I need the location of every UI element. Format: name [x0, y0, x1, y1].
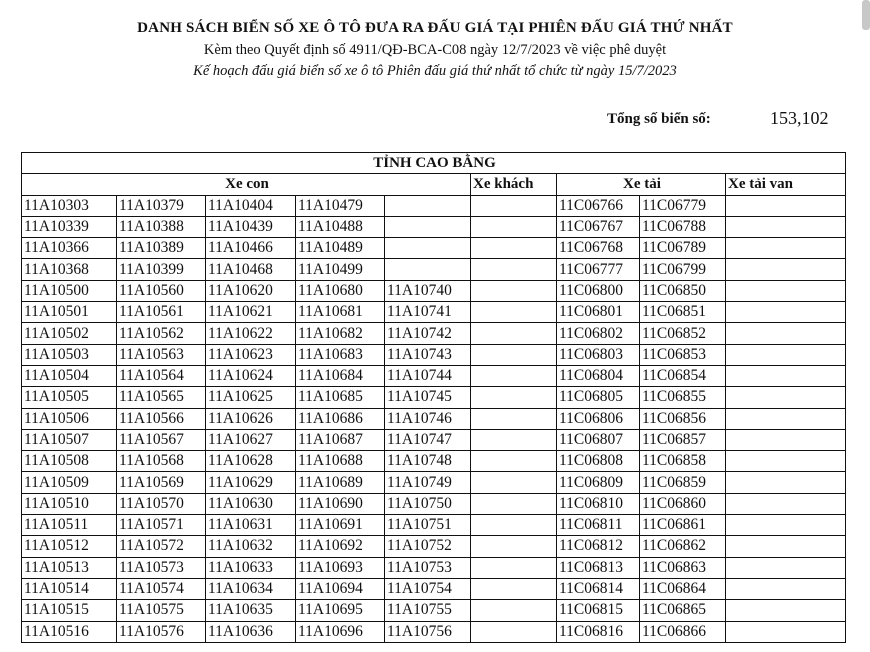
table-cell: 11A10508 [22, 451, 117, 472]
table-cell: 11A10513 [22, 557, 117, 578]
table-cell: 11C06806 [557, 408, 640, 429]
table-cell: 11A10339 [22, 216, 117, 237]
table-cell: 11C06851 [640, 302, 726, 323]
table-cell: 11A10570 [117, 493, 206, 514]
table-cell: 11A10466 [206, 238, 296, 259]
table-cell: 11C06805 [557, 387, 640, 408]
table-cell [726, 621, 846, 642]
table-row [22, 216, 846, 237]
table-cell: 11A10691 [296, 515, 385, 536]
table-cell: 11A10742 [385, 323, 471, 344]
table-row [22, 621, 846, 642]
table-cell: 11C06799 [640, 259, 726, 280]
table-cell: 11C06768 [557, 238, 640, 259]
table-cell: 11C06856 [640, 408, 726, 429]
table-cell: 11A10753 [385, 557, 471, 578]
table-cell: 11A10683 [296, 344, 385, 365]
table-cell [471, 195, 557, 216]
table-row [22, 323, 846, 344]
table-cell: 11C06779 [640, 195, 726, 216]
table-row [22, 578, 846, 599]
table-cell: 11A10573 [117, 557, 206, 578]
plate-table [21, 152, 846, 643]
table-cell: 11A10500 [22, 280, 117, 301]
table-cell: 11A10636 [206, 621, 296, 642]
table-cell: 11A10565 [117, 387, 206, 408]
table-cell: 11A10510 [22, 493, 117, 514]
table-row [22, 557, 846, 578]
table-cell: 11A10751 [385, 515, 471, 536]
table-cell: 11A10747 [385, 429, 471, 450]
table-cell [471, 578, 557, 599]
table-cell [726, 408, 846, 429]
table-cell: 11A10506 [22, 408, 117, 429]
table-cell: 11A10687 [296, 429, 385, 450]
table-row [22, 536, 846, 557]
col-header-xe-khach: Xe khách [471, 174, 557, 195]
table-cell [726, 323, 846, 344]
table-cell: 11A10488 [296, 216, 385, 237]
table-cell: 11A10746 [385, 408, 471, 429]
table-cell: 11A10516 [22, 621, 117, 642]
table-cell: 11C06809 [557, 472, 640, 493]
table-cell: 11C06813 [557, 557, 640, 578]
table-cell: 11A10379 [117, 195, 206, 216]
table-cell: 11A10632 [206, 536, 296, 557]
table-cell: 11A10748 [385, 451, 471, 472]
table-cell: 11A10744 [385, 365, 471, 386]
table-cell: 11A10511 [22, 515, 117, 536]
table-cell [471, 344, 557, 365]
table-cell: 11A10754 [385, 578, 471, 599]
table-cell: 11C06812 [557, 536, 640, 557]
table-cell: 11A10389 [117, 238, 206, 259]
table-cell: 11A10574 [117, 578, 206, 599]
table-cell: 11A10630 [206, 493, 296, 514]
table-cell: 11A10743 [385, 344, 471, 365]
table-row [22, 302, 846, 323]
table-cell: 11A10560 [117, 280, 206, 301]
table-cell [726, 451, 846, 472]
table-cell [726, 238, 846, 259]
table-row [22, 472, 846, 493]
table-cell [471, 493, 557, 514]
table-cell [471, 238, 557, 259]
table-cell: 11A10690 [296, 493, 385, 514]
col-header-xe-tai: Xe tải [557, 174, 726, 195]
table-cell: 11C06863 [640, 557, 726, 578]
table-cell: 11C06858 [640, 451, 726, 472]
table-cell [471, 557, 557, 578]
table-cell [726, 536, 846, 557]
table-row [22, 344, 846, 365]
table-row [22, 408, 846, 429]
table-cell: 11A10468 [206, 259, 296, 280]
table-cell [385, 238, 471, 259]
table-cell [726, 493, 846, 514]
table-row [22, 259, 846, 280]
table-row [22, 238, 846, 259]
table-cell: 11C06800 [557, 280, 640, 301]
table-cell [726, 216, 846, 237]
table-cell [385, 259, 471, 280]
table-cell: 11A10566 [117, 408, 206, 429]
table-cell: 11A10499 [296, 259, 385, 280]
table-cell: 11A10564 [117, 365, 206, 386]
table-cell: 11A10635 [206, 600, 296, 621]
table-cell: 11A10623 [206, 344, 296, 365]
table-cell: 11A10399 [117, 259, 206, 280]
table-cell: 11C06861 [640, 515, 726, 536]
table-cell: 11A10622 [206, 323, 296, 344]
table-cell: 11A10621 [206, 302, 296, 323]
total-value: 153,102 [770, 108, 829, 128]
table-cell: 11C06864 [640, 578, 726, 599]
table-cell [471, 387, 557, 408]
table-cell: 11A10515 [22, 600, 117, 621]
table-cell: 11A10625 [206, 387, 296, 408]
table-cell [471, 280, 557, 301]
table-cell: 11C06766 [557, 195, 640, 216]
table-cell: 11C06789 [640, 238, 726, 259]
table-cell [726, 280, 846, 301]
table-cell: 11A10627 [206, 429, 296, 450]
table-cell: 11A10745 [385, 387, 471, 408]
table-cell: 11C06866 [640, 621, 726, 642]
table-cell: 11A10684 [296, 365, 385, 386]
table-cell: 11A10694 [296, 578, 385, 599]
table-cell: 11A10567 [117, 429, 206, 450]
table-row [22, 387, 846, 408]
table-cell [726, 578, 846, 599]
table-cell: 11A10509 [22, 472, 117, 493]
table-cell: 11A10680 [296, 280, 385, 301]
table-cell: 11A10575 [117, 600, 206, 621]
table-cell: 11A10388 [117, 216, 206, 237]
table-cell: 11A10479 [296, 195, 385, 216]
table-cell: 11A10514 [22, 578, 117, 599]
table-cell [726, 429, 846, 450]
table-cell [471, 536, 557, 557]
table-cell [726, 472, 846, 493]
table-row [22, 280, 846, 301]
table-cell: 11C06808 [557, 451, 640, 472]
table-cell: 11C06788 [640, 216, 726, 237]
table-row [22, 429, 846, 450]
table-cell: 11C06803 [557, 344, 640, 365]
table-cell: 11C06777 [557, 259, 640, 280]
table-cell [471, 365, 557, 386]
table-cell: 11A10507 [22, 429, 117, 450]
table-cell: 11A10752 [385, 536, 471, 557]
table-cell: 11A10571 [117, 515, 206, 536]
table-cell: 11C06859 [640, 472, 726, 493]
table-cell [726, 387, 846, 408]
table-row [22, 515, 846, 536]
table-cell [385, 195, 471, 216]
table-row [22, 451, 846, 472]
table-cell: 11A10368 [22, 259, 117, 280]
table-cell: 11A10562 [117, 323, 206, 344]
document-title: DANH SÁCH BIỂN SỐ XE Ô TÔ ĐƯA RA ĐẤU GIÁ TẠI PHIÊN ĐẤU GIÁ THỨ NHẤT [137, 20, 733, 36]
table-cell: 11A10750 [385, 493, 471, 514]
table-cell [726, 302, 846, 323]
table-cell [471, 451, 557, 472]
table-cell: 11C06802 [557, 323, 640, 344]
table-cell: 11C06860 [640, 493, 726, 514]
table-cell: 11A10688 [296, 451, 385, 472]
table-cell: 11A10686 [296, 408, 385, 429]
table-cell [726, 344, 846, 365]
table-cell [471, 600, 557, 621]
table-cell [726, 557, 846, 578]
table-cell: 11A10624 [206, 365, 296, 386]
table-cell: 11A10366 [22, 238, 117, 259]
table-cell: 11C06767 [557, 216, 640, 237]
table-cell: 11C06853 [640, 344, 726, 365]
table-cell: 11A10620 [206, 280, 296, 301]
table-cell: 11A10693 [296, 557, 385, 578]
table-cell: 11C06815 [557, 600, 640, 621]
table-cell: 11A10505 [22, 387, 117, 408]
table-cell [726, 259, 846, 280]
total-label: Tổng số biển số: [607, 111, 711, 127]
table-cell: 11A10502 [22, 323, 117, 344]
table-cell: 11A10503 [22, 344, 117, 365]
table-cell: 11C06810 [557, 493, 640, 514]
table-cell [471, 259, 557, 280]
table-cell: 11A10489 [296, 238, 385, 259]
table-cell [471, 323, 557, 344]
table-cell: 11C06857 [640, 429, 726, 450]
table-body [22, 195, 846, 642]
table-cell: 11A10439 [206, 216, 296, 237]
table-cell: 11A10512 [22, 536, 117, 557]
table-cell: 11A10569 [117, 472, 206, 493]
table-cell: 11A10561 [117, 302, 206, 323]
table-cell: 11C06852 [640, 323, 726, 344]
table-cell: 11A10501 [22, 302, 117, 323]
table-cell: 11A10682 [296, 323, 385, 344]
table-row [22, 600, 846, 621]
table-cell [471, 429, 557, 450]
table-row [22, 365, 846, 386]
table-cell [471, 472, 557, 493]
table-cell: 11A10749 [385, 472, 471, 493]
table-cell: 11C06811 [557, 515, 640, 536]
table-cell: 11A10695 [296, 600, 385, 621]
table-cell: 11A10572 [117, 536, 206, 557]
table-cell: 11A10568 [117, 451, 206, 472]
table-cell [385, 216, 471, 237]
table-cell: 11A10626 [206, 408, 296, 429]
table-cell: 11A10576 [117, 621, 206, 642]
table-cell: 11A10563 [117, 344, 206, 365]
table-cell: 11A10755 [385, 600, 471, 621]
table-cell: 11A10504 [22, 365, 117, 386]
table-cell [726, 600, 846, 621]
table-cell: 11A10756 [385, 621, 471, 642]
table-cell: 11C06850 [640, 280, 726, 301]
table-cell [471, 302, 557, 323]
table-cell: 11A10740 [385, 280, 471, 301]
table-cell: 11C06854 [640, 365, 726, 386]
table-cell: 11A10634 [206, 578, 296, 599]
table-cell: 11A10628 [206, 451, 296, 472]
table-cell [471, 216, 557, 237]
table-cell: 11C06865 [640, 600, 726, 621]
table-cell: 11C06855 [640, 387, 726, 408]
table-cell: 11C06816 [557, 621, 640, 642]
table-cell: 11A10692 [296, 536, 385, 557]
table-cell: 11C06801 [557, 302, 640, 323]
decision-reference: Kèm theo Quyết định số 4911/QĐ-BCA-C08 ngày 12/7/2023 về việc phê duyệt [203, 42, 667, 58]
table-cell: 11C06807 [557, 429, 640, 450]
table-cell: 11A10696 [296, 621, 385, 642]
table-cell [726, 515, 846, 536]
table-cell: 11C06862 [640, 536, 726, 557]
table-cell: 11C06804 [557, 365, 640, 386]
table-cell: 11A10681 [296, 302, 385, 323]
plan-description: Kế hoạch đấu giá biển số xe ô tô Phiên đấu giá thứ nhất tổ chức từ ngày 15/7/2023 [193, 63, 677, 79]
col-header-xe-tai-van: Xe tải van [726, 174, 846, 195]
table-cell: 11A10631 [206, 515, 296, 536]
province-header: TỈNH CAO BẰNG [22, 153, 846, 174]
table-cell: 11A10629 [206, 472, 296, 493]
table-cell: 11A10633 [206, 557, 296, 578]
table-cell: 11A10741 [385, 302, 471, 323]
table-cell [726, 195, 846, 216]
table-cell: 11A10689 [296, 472, 385, 493]
table-cell: 11C06814 [557, 578, 640, 599]
table-cell: 11A10303 [22, 195, 117, 216]
col-header-xe-con: Xe con [22, 174, 471, 195]
table-cell: 11A10404 [206, 195, 296, 216]
table-row [22, 195, 846, 216]
table-cell [726, 365, 846, 386]
table-cell: 11A10685 [296, 387, 385, 408]
table-row [22, 493, 846, 514]
table-cell [471, 621, 557, 642]
table-cell [471, 408, 557, 429]
table-cell [471, 515, 557, 536]
